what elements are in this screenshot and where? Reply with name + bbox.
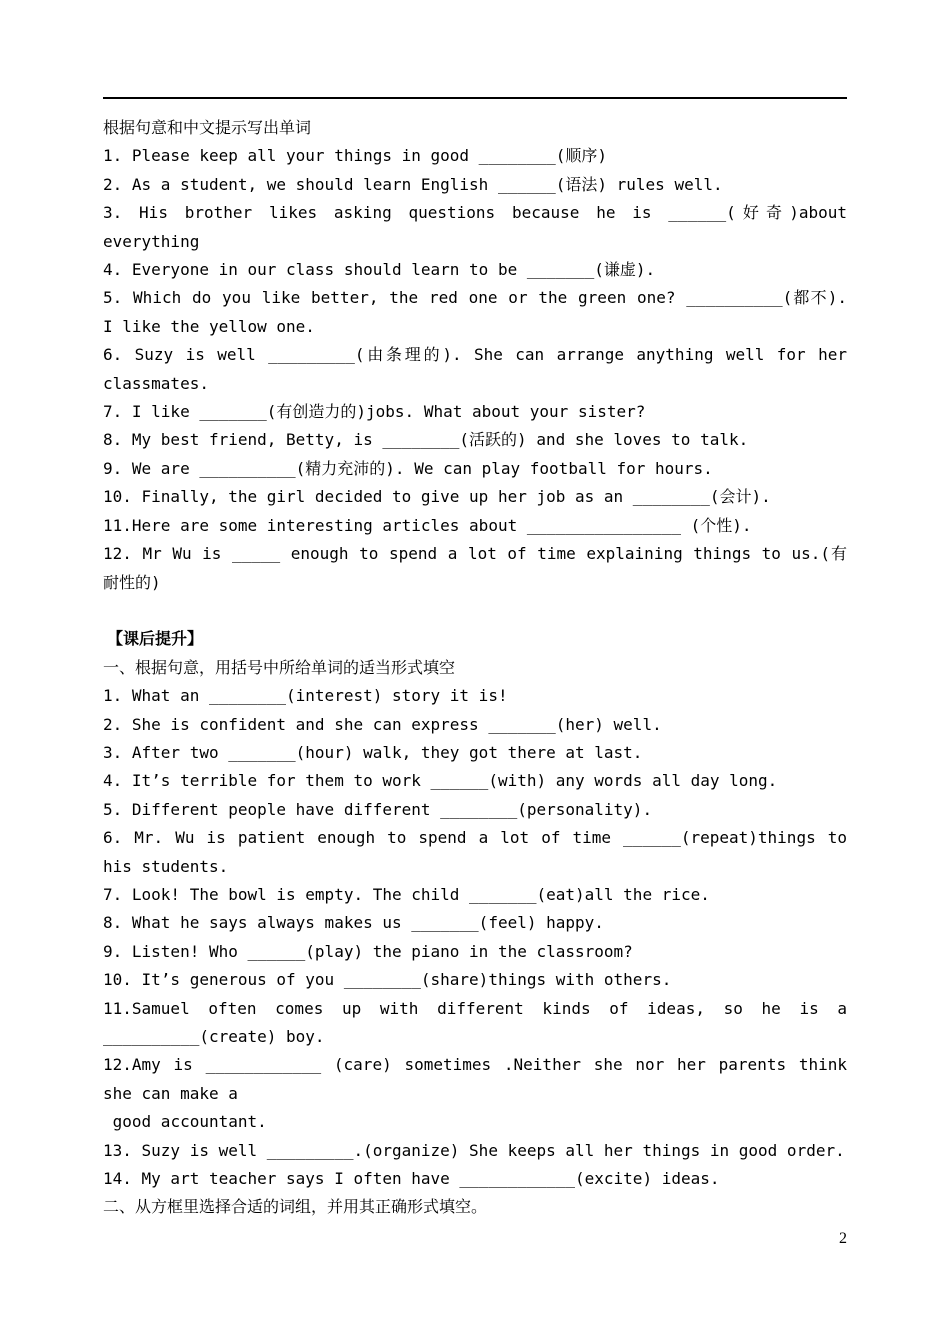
exercise-item: 1. Please keep all your things in good ________(顺序) xyxy=(103,146,608,166)
exercise-item: 8. My best friend, Betty, is ________(活跃的) and she loves to talk. xyxy=(103,430,749,450)
exercise-item: 4. Everyone in our class should learn to be _______(谦虚). xyxy=(103,260,656,280)
part1-title: 一、根据句意，用括号中所给单词的适当形式填空 xyxy=(103,657,456,677)
exercise-item: 9. We are __________(精力充沛的). We can play football for hours. xyxy=(103,458,713,478)
exercise-item: 11.Samuel often comes up with different kinds of ideas, so he is a __________(create) boy. xyxy=(103,998,857,1046)
section1-title: 根据句意和中文提示写出单词 xyxy=(103,118,312,137)
exercise-item: 6. Mr. Wu is patient enough to spend a lot of time ______(repeat)things to his students. xyxy=(103,828,857,876)
exercise-item: 3. His brother likes asking questions because he is ______(好奇)about everything xyxy=(103,203,857,251)
page-number: 2 xyxy=(839,1230,847,1247)
exercise-item: 5. Which do you like better, the red one or the green one? __________(都不). I like the yellow one. xyxy=(103,288,857,336)
exercise-item: 6. Suzy is well _________(由条理的). She can arrange anything well for her classmates. xyxy=(103,345,857,393)
exercise-item: 2. As a student, we should learn English ______(语法) rules well. xyxy=(103,174,723,194)
exercise-item: 12. Mr Wu is _____ enough to spend a lot of time explaining things to us.(有耐性的) xyxy=(103,544,847,592)
section-spacer xyxy=(103,597,847,625)
exercise-item: 8. What he says always makes us _______(feel) happy. xyxy=(103,913,604,933)
exercise-item: 1. What an ________(interest) story it is! xyxy=(103,686,508,706)
exercise-item: 11.Here are some interesting articles about ________________ (个性). xyxy=(103,515,752,535)
exercise-item: 10. It’s generous of you ________(share)things with others. xyxy=(103,970,672,990)
exercise-item: 5. Different people have different ________(personality). xyxy=(103,799,653,819)
part2-title: 二、从方框里选择合适的词组，并用其正确形式填空。 xyxy=(103,1197,488,1217)
exercise-item: 7. Look! The bowl is empty. The child _______(eat)all the rice. xyxy=(103,884,710,904)
exercise-item: 3. After two _______(hour) walk, they got there at last. xyxy=(103,742,643,762)
page-content xyxy=(103,114,857,1222)
exercise-item: 13. Suzy is well _________.(organize) She keeps all her things in good order. xyxy=(103,1140,845,1160)
exercise-item: 9. Listen! Who ______(play) the piano in the classroom? xyxy=(103,941,633,961)
exercise-item: good accountant. xyxy=(103,1112,267,1132)
section2-heading: 【课后提升】 xyxy=(107,629,204,649)
exercise-item: 12.Amy is ____________ (care) sometimes .Neither she nor her parents think she can make a xyxy=(103,1055,857,1103)
exercise-item: 2. She is confident and she can express _______(her) well. xyxy=(103,714,662,734)
header-rule xyxy=(103,97,847,99)
exercise-item: 7. I like _______(有创造力的)jobs. What about your sister? xyxy=(103,402,646,422)
exercise-item: 14. My art teacher says I often have ____________(excite) ideas. xyxy=(103,1169,720,1189)
exercise-item: 10. Finally, the girl decided to give up her job as an ________(会计). xyxy=(103,487,771,507)
exercise-item: 4. It’s terrible for them to work ______(with) any words all day long. xyxy=(103,771,778,791)
